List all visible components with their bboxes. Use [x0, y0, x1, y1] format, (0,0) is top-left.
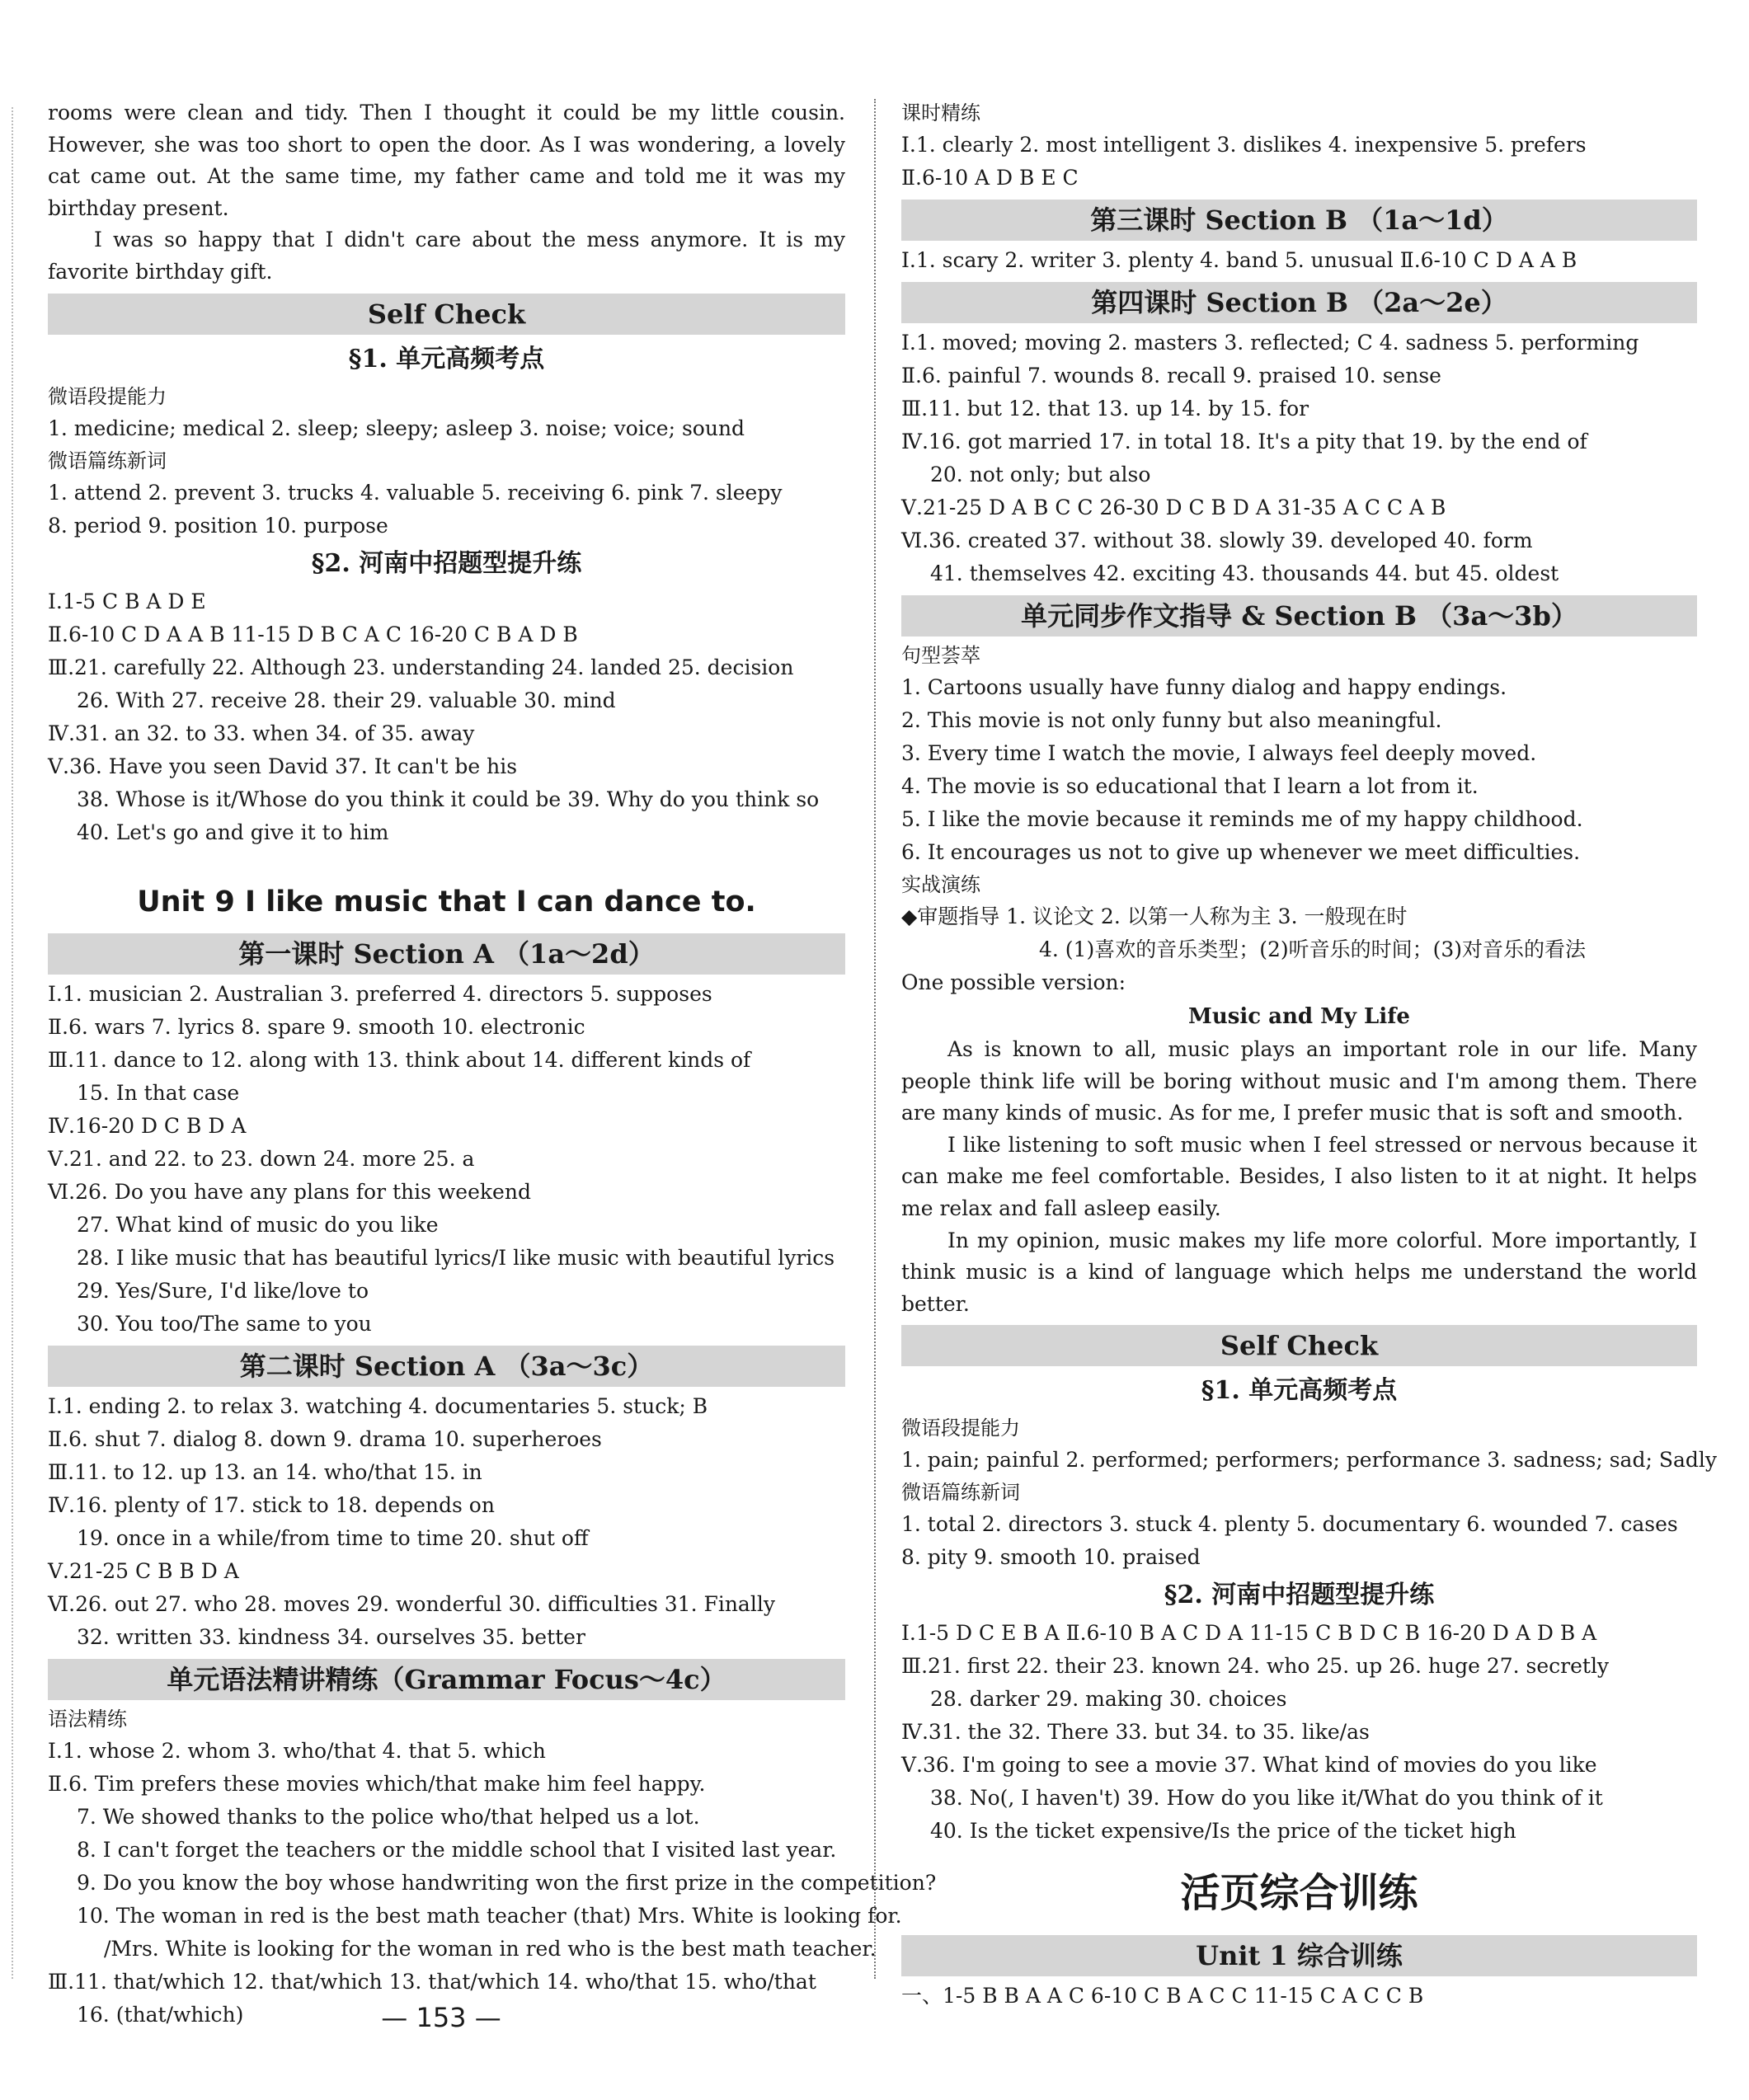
answer-line: Ⅱ.6-10 A D B E C — [901, 166, 1079, 190]
unit-1-band: Unit 1 综合训练 — [901, 1935, 1697, 1976]
self-check-band: Self Check — [901, 1325, 1697, 1366]
answer-line: 29. Yes/Sure, I'd like/love to — [77, 1278, 369, 1303]
page-number: — 153 — — [381, 2002, 501, 2033]
answer-line: 一、1-5 B B A A C 6-10 C B A C C 11-15 C A C C B — [901, 1984, 1424, 2008]
essay-paragraph: I like listening to soft music when I feel stressed or nervous because it can make me feel comfortable. Besides, I also listen to it at night. It helps me relax and fall asleep easily. — [901, 1132, 1697, 1220]
answer-line: 16. (that/which) — [77, 2002, 244, 2027]
practice-big-title: 活页综合训练 — [1180, 1870, 1418, 1917]
answer-line: Ⅱ.6-10 C D A A B 11-15 D B C A C 16-20 C B A D B — [48, 622, 578, 646]
answer-line: Ⅰ.1-5 D C E B A Ⅱ.6-10 B A C D A 11-15 C B D C B 16-20 D A D B A — [901, 1621, 1597, 1646]
answer-line: 40. Is the ticket expensive/Is the price of the ticket high — [930, 1819, 1516, 1844]
answer-line: Ⅰ.1. scary 2. writer 3. plenty 4. band 5. unusual Ⅱ.6-10 C D A A B — [901, 248, 1577, 272]
lesson-1-band: 第一课时 Section A （1a～2d） — [48, 933, 845, 975]
answer-line: /Mrs. White is looking for the woman in red who is the best math teacher. — [104, 1936, 877, 1961]
version-line: One possible version: — [901, 970, 1126, 994]
answer-line: 1. total 2. directors 3. stuck 4. plenty 5. documentary 6. wounded 7. cases — [901, 1512, 1678, 1537]
answer-line: Ⅰ.1. whose 2. whom 3. who/that 4. that 5. which — [48, 1738, 546, 1763]
essay-paragraph: In my opinion, music makes my life more colorful. More importantly, I think music is a kind of language which helps me understand the world better. — [901, 1228, 1697, 1316]
answer-line: 19. once in a while/from time to time 20. shut off — [77, 1525, 589, 1550]
answer-line: 41. themselves 42. exciting 43. thousands 44. but 45. oldest — [930, 561, 1559, 585]
sentence-line: 2. This movie is not only funny but also meaningful. — [901, 708, 1442, 732]
column-divider — [874, 99, 876, 1979]
answer-line: Ⅰ.1. moved; moving 2. masters 3. reflected; C 4. sadness 5. performing — [901, 331, 1639, 355]
answer-line: Ⅵ.26. Do you have any plans for this weekend — [48, 1179, 531, 1204]
answer-line: 28. darker 29. making 30. choices — [930, 1687, 1287, 1712]
answer-line: 28. I like music that has beautiful lyrics/I like music with beautiful lyrics — [77, 1245, 835, 1270]
story-paragraph-1: rooms were clean and tidy. Then I thought it could be my little cousin. However, she was too short to open the door. As I was wondering, a lovely cat came out. At the same time, my father came and told me it was my birthday present. — [48, 101, 845, 220]
sentence-line: 6. It encourages us not to give up whenever we meet difficulties. — [901, 840, 1581, 864]
writing-label-1: 句型荟萃 — [901, 644, 980, 667]
writing-label-2: 实战演练 — [901, 873, 980, 896]
answer-line: 1. attend 2. prevent 3. trucks 4. valuable 5. receiving 6. pink 7. sleepy — [48, 480, 783, 505]
answer-line: 8. pity 9. smooth 10. praised — [901, 1545, 1201, 1570]
answer-line: Ⅱ.6. painful 7. wounds 8. recall 9. praised 10. sense — [901, 364, 1441, 388]
right-column — [901, 97, 1717, 2013]
s2-title: §2. 河南中招题型提升练 — [1164, 1581, 1435, 1610]
essay-title: Music and My Life — [1188, 1004, 1410, 1029]
answer-line: 1. medicine; medical 2. sleep; sleepy; asleep 3. noise; voice; sound — [48, 416, 745, 440]
answer-line: Ⅲ.11. but 12. that 13. up 14. by 15. for — [901, 397, 1309, 420]
grammar-band: 单元语法精讲精练（Grammar Focus～4c） — [48, 1659, 845, 1700]
sentence-line: 1. Cartoons usually have funny dialog and happy endings. — [901, 675, 1507, 699]
answer-line: 26. With 27. receive 28. their 29. valuable 30. mind — [77, 688, 616, 712]
sentence-line: 5. I like the movie because it reminds me of my happy childhood. — [901, 807, 1583, 831]
answer-line: 7. We showed thanks to the police who/that helped us a lot. — [77, 1804, 700, 1829]
answer-line: Ⅰ.1. clearly 2. most intelligent 3. dislikes 4. inexpensive 5. prefers — [901, 133, 1587, 157]
answer-line: 8. I can't forget the teachers or the middle school that I visited last year. — [77, 1837, 837, 1862]
unit-9-title: Unit 9 I like music that I can dance to. — [137, 885, 756, 918]
keshi-label: 课时精练 — [901, 101, 980, 124]
answer-line: 8. period 9. position 10. purpose — [48, 513, 388, 538]
answer-line: 38. Whose is it/Whose do you think it could be 39. Why do you think so — [77, 787, 820, 811]
answer-line: Ⅳ.16. got married 17. in total 18. It's a pity that 19. by the end of — [901, 430, 1587, 453]
answer-line: 27. What kind of music do you like — [77, 1212, 439, 1237]
answer-line: Ⅵ.36. created 37. without 38. slowly 39. developed 40. form — [901, 529, 1533, 552]
answer-line: Ⅱ.6. Tim prefers these movies which/that make him feel happy. — [48, 1771, 706, 1796]
writing-band: 单元同步作文指导 & Section B （3a～3b） — [901, 595, 1697, 637]
left-edge-dots — [12, 107, 13, 1979]
answer-line: Ⅲ.21. first 22. their 23. known 24. who 25. up 26. huge 27. secretly — [901, 1654, 1610, 1679]
left-column — [48, 97, 937, 2032]
answer-line: 9. Do you know the boy whose handwriting won the first prize in the competition? — [77, 1870, 937, 1895]
answer-line: Ⅴ.21-25 C B B D A — [48, 1558, 239, 1583]
answer-line: 30. You too/The same to you — [77, 1311, 372, 1336]
answer-line: Ⅴ.21. and 22. to 23. down 24. more 25. a — [48, 1146, 475, 1171]
answer-line: Ⅳ.31. the 32. There 33. but 34. to 35. like/as — [901, 1720, 1370, 1745]
answer-line: Ⅰ.1-5 C B A D E — [48, 589, 206, 613]
answer-line: Ⅰ.1. musician 2. Australian 3. preferred 4. directors 5. supposes — [48, 981, 712, 1006]
answer-line: 1. pain; painful 2. performed; performers; performance 3. sadness; sad; Sadly — [901, 1448, 1717, 1473]
answer-line: Ⅴ.21-25 D A B C C 26-30 D C B D A 31-35 A C C A B — [901, 496, 1446, 519]
answer-line: 20. not only; but also — [930, 463, 1151, 486]
grammar-label: 语法精练 — [48, 1707, 127, 1731]
answer-line: Ⅳ.31. an 32. to 33. when 34. of 35. away — [48, 721, 475, 745]
sentence-line: 4. The movie is so educational that I learn a lot from it. — [901, 774, 1479, 798]
s1-label-1: 微语段提能力 — [48, 384, 167, 408]
s1-title: §1. 单元高频考点 — [1201, 1376, 1398, 1406]
answer-line: Ⅲ.21. carefully 22. Although 23. understanding 24. landed 25. decision — [48, 655, 794, 679]
answer-line: 38. No(, I haven't) 39. How do you like it/What do you think of it — [930, 1786, 1603, 1811]
answer-line: Ⅱ.6. wars 7. lyrics 8. spare 9. smooth 10. electronic — [48, 1014, 585, 1039]
answer-line: 32. written 33. kindness 34. ourselves 35. better — [77, 1624, 585, 1649]
answer-line: Ⅲ.11. to 12. up 13. an 14. who/that 15. in — [48, 1459, 482, 1484]
lesson-2-band: 第二课时 Section A （3a～3c） — [48, 1346, 845, 1387]
answer-line: Ⅴ.36. I'm going to see a movie 37. What kind of movies do you like — [901, 1753, 1597, 1778]
answer-line: Ⅳ.16. plenty of 17. stick to 18. depends on — [48, 1492, 495, 1517]
answer-line: Ⅲ.11. that/which 12. that/which 13. that/which 14. who/that 15. who/that — [48, 1969, 816, 1994]
answer-line: Ⅲ.11. dance to 12. along with 13. think about 14. different kinds of — [48, 1047, 751, 1072]
guide-line: ◆审题指导 1. 议论文 2. 以第一人称为主 3. 一般现在时 — [901, 904, 1408, 928]
sentence-line: 3. Every time I watch the movie, I always feel deeply moved. — [901, 741, 1537, 765]
story-paragraph-2: I was so happy that I didn't care about the mess anymore. It is my favorite birthday gift. — [48, 228, 845, 284]
s1-label-2: 微语篇练新词 — [48, 449, 167, 472]
guide-line: 4. (1)喜欢的音乐类型；(2)听音乐的时间；(3)对音乐的看法 — [1039, 937, 1587, 961]
answer-line: Ⅴ.36. Have you seen David 37. It can't be his — [48, 754, 518, 778]
lesson-4-band: 第四课时 Section B （2a～2e） — [901, 282, 1697, 323]
answer-line: 15. In that case — [77, 1080, 240, 1105]
answer-line: Ⅱ.6. shut 7. dialog 8. down 9. drama 10. superheroes — [48, 1426, 602, 1451]
s2-title: §2. 河南中招题型提升练 — [311, 548, 582, 578]
answer-line: Ⅰ.1. ending 2. to relax 3. watching 4. documentaries 5. stuck; B — [48, 1393, 708, 1418]
lesson-3-band: 第三课时 Section B （1a～1d） — [901, 200, 1697, 241]
answer-line: Ⅳ.16-20 D C B D A — [48, 1113, 247, 1138]
s1-title: §1. 单元高频考点 — [348, 344, 545, 373]
essay-paragraph: As is known to all, music plays an important role in our life. Many people think life will be boring without music and I'm among them. There are many kinds of music. As for me, I prefer music that is soft and smooth. — [901, 1037, 1697, 1125]
answer-line: 10. The woman in red is the best math teacher (that) Mrs. White is looking for. — [77, 1903, 902, 1928]
s1-label-1: 微语段提能力 — [901, 1416, 1020, 1440]
s1-label-2: 微语篇练新词 — [901, 1481, 1020, 1505]
answer-line: Ⅵ.26. out 27. who 28. moves 29. wonderful 30. difficulties 31. Finally — [48, 1591, 775, 1616]
answer-line: 40. Let's go and give it to him — [77, 820, 389, 844]
self-check-band: Self Check — [48, 294, 845, 335]
